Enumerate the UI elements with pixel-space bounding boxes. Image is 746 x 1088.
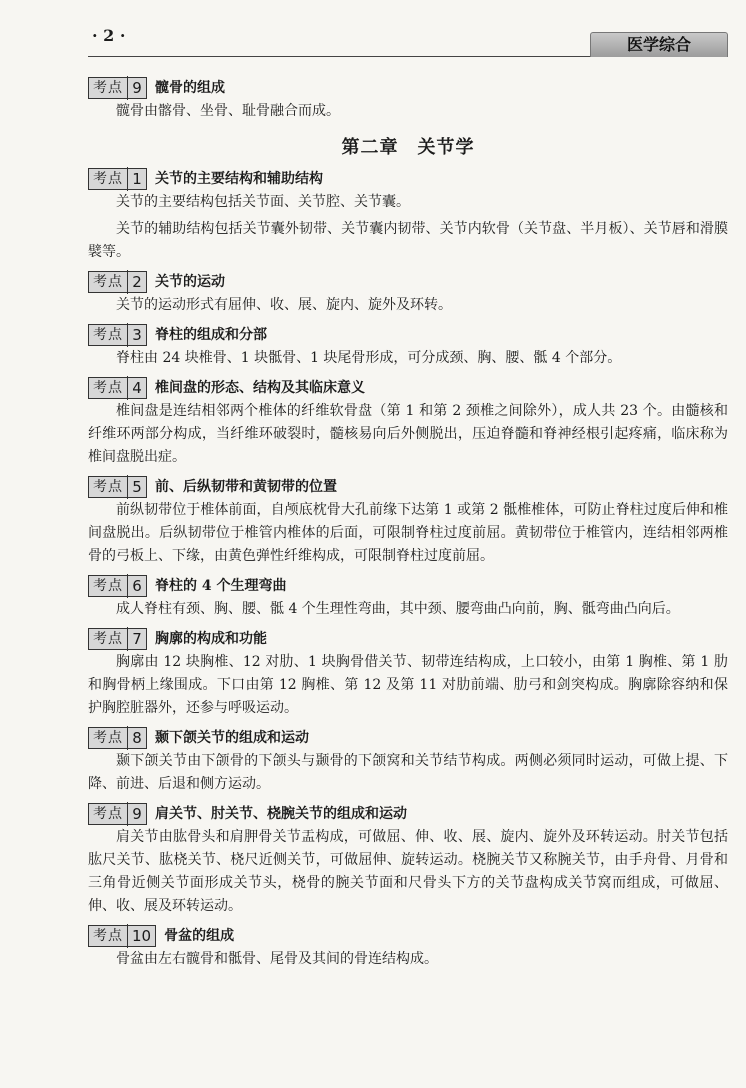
kp-title: 肩关节、肘关节、桡腕关节的组成和运动 [155, 806, 407, 822]
kp-badge [88, 727, 147, 749]
paragraph: 关节的主要结构包括关节面、关节腔、关节囊。 [116, 194, 410, 210]
kp-label: 考点 [93, 171, 123, 187]
paragraph: 椎间盘是连结相邻两个椎体的纤维软骨盘（第 1 和第 2 颈椎之间除外），成人共 23 个。由髓核和纤维环两部分构成，当纤维环破裂时，髓核易向后外侧脱出，压迫脊髓和脊神经根引起疼痛，临床称为椎间盘脱出症。 [88, 403, 728, 465]
kp-label: 考点 [93, 380, 123, 396]
kp-badge [88, 377, 147, 399]
kp-number: 9 [127, 802, 146, 826]
kp-badge [88, 77, 147, 99]
kp-heading-9 [88, 802, 728, 826]
kp-label: 考点 [93, 631, 123, 647]
kp-number: 8 [127, 726, 146, 750]
kp-heading-6 [88, 574, 728, 598]
kp-heading-3 [88, 323, 728, 347]
kp-heading-2 [88, 270, 728, 294]
kp-number: 5 [127, 475, 146, 499]
kp-heading-5 [88, 475, 728, 499]
paragraph: 关节的辅助结构包括关节囊外韧带、关节囊内韧带、关节内软骨（关节盘、半月板）、关节唇和滑膜襞等。 [88, 221, 728, 260]
kp-title: 胸廓的构成和功能 [155, 631, 267, 647]
kp-badge [88, 476, 147, 498]
paragraph: 胸廓由 12 块胸椎、12 对肋、1 块胸骨借关节、韧带连结构成，上口较小，由第 1 胸椎、第 1 肋和胸骨柄上缘围成。下口由第 12 胸椎、第 12 及第 11 对肋前端、肋弓和剑突构成。胸廓除容纳和保护胸腔脏器外，还参与呼吸运动。 [88, 654, 728, 716]
kp-heading-8 [88, 726, 728, 750]
kp-number: 3 [127, 323, 146, 347]
kp-title: 前、后纵韧带和黄韧带的位置 [155, 479, 337, 495]
page-content [88, 76, 728, 975]
paragraph: 前纵韧带位于椎体前面，自颅底枕骨大孔前缘下达第 1 或第 2 骶椎椎体，可防止脊柱过度后伸和椎间盘脱出。后纵韧带位于椎管内椎体的后面，可限制脊柱过度前屈。黄韧带位于椎管内，连结相邻两椎骨的弓板上、下缘，由黄色弹性纤维构成，可限制脊柱过度前屈。 [88, 502, 728, 564]
kp-label: 考点 [93, 274, 123, 290]
kp-title: 脊柱的 4 个生理弯曲 [155, 578, 287, 594]
paragraph: 脊柱由 24 块椎骨、1 块骶骨、1 块尾骨形成，可分成颈、胸、腰、骶 4 个部分。 [116, 350, 622, 366]
kp-title: 髋骨的组成 [155, 80, 225, 96]
kp-label: 考点 [93, 806, 123, 822]
kp-label: 考点 [93, 928, 123, 944]
kp-label: 考点 [93, 327, 123, 343]
paragraph: 颞下颌关节由下颌骨的下颌头与颞骨的下颌窝和关节结节构成。两侧必须同时运动，可做上提、下降、前进、后退和侧方运动。 [88, 753, 728, 792]
kp-label: 考点 [93, 80, 123, 96]
kp-badge [88, 803, 147, 825]
kp-badge [88, 925, 156, 947]
chapter-title: 第二章 关节学 [341, 137, 475, 158]
kp-title: 骨盆的组成 [164, 928, 235, 944]
kp-heading-pre [88, 76, 728, 100]
sections-list [88, 167, 728, 971]
paragraph: 成人脊柱有颈、胸、腰、骶 4 个生理性弯曲，其中颈、腰弯曲凸向前，胸、骶弯曲凸向后。 [116, 601, 680, 617]
kp-number: 7 [127, 627, 146, 651]
kp-title: 椎间盘的形态、结构及其临床意义 [155, 380, 365, 396]
kp-badge [88, 628, 147, 650]
kp-badge [88, 271, 147, 293]
kp-number: 1 [127, 167, 146, 191]
kp-number: 9 [127, 76, 146, 100]
kp-label: 考点 [93, 730, 123, 746]
paragraph: 骨盆由左右髋骨和骶骨、尾骨及其间的骨连结构成。 [116, 951, 438, 967]
kp-number: 10 [127, 924, 155, 948]
paragraph: 肩关节由肱骨头和肩胛骨关节盂构成，可做屈、伸、收、展、旋内、旋外及环转运动。肘关节包括肱尺关节、肱桡关节、桡尺近侧关节，可做屈伸、旋转运动。桡腕关节又称腕关节，由手舟骨、月骨和三角骨近侧关节面形成关节头，桡骨的腕关节面和尺骨头下方的关节盘构成关节窝而组成，可做屈、伸、收、展及环转运动。 [88, 829, 728, 914]
page-number: · 2 · [92, 26, 126, 45]
kp-number: 4 [127, 376, 146, 400]
kp-number: 6 [127, 574, 146, 598]
kp-badge [88, 324, 147, 346]
kp-title: 关节的运动 [155, 274, 225, 290]
kp-heading-4 [88, 376, 728, 400]
page-header [0, 18, 746, 66]
kp-title: 脊柱的组成和分部 [155, 327, 267, 343]
kp-label: 考点 [93, 578, 123, 594]
paragraph: 髋骨由髂骨、坐骨、耻骨融合而成。 [116, 103, 340, 119]
kp-heading-7 [88, 627, 728, 651]
kp-badge [88, 168, 147, 190]
kp-label: 考点 [93, 479, 123, 495]
kp-number: 2 [127, 270, 146, 294]
kp-badge [88, 575, 147, 597]
kp-heading-10 [88, 924, 728, 948]
kp-title: 关节的主要结构和辅助结构 [155, 171, 323, 187]
kp-heading-1 [88, 167, 728, 191]
paragraph: 关节的运动形式有屈伸、收、展、旋内、旋外及环转。 [116, 297, 452, 313]
book-title-tab: 医学综合 [590, 32, 728, 57]
kp-title: 颞下颌关节的组成和运动 [155, 730, 309, 746]
